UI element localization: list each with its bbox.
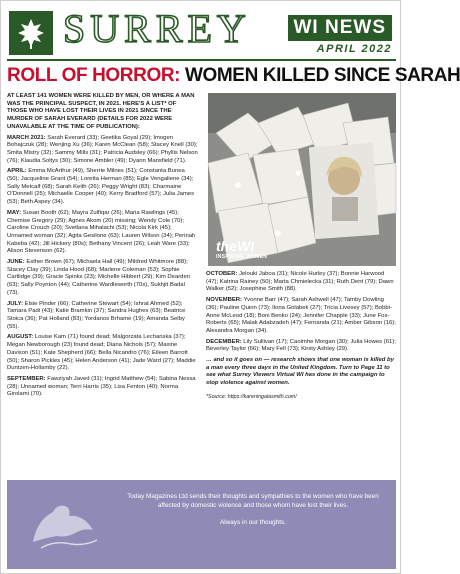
masthead-badge: WI NEWS bbox=[288, 15, 393, 41]
headline-highlight: ROLL OF HORROR: bbox=[7, 65, 181, 86]
issue-date: APRIL 2022 bbox=[316, 43, 392, 55]
month-entry: APRIL: Emma McArthur (49), Sherrie Milnes (51); Constanta Bunea (50); Jacqueline Grant (54); Loretta Herman (85); Egle Vengaliene (34); Sally Metcalf (68); Sarah Keith (26); Peggy Wright (83); Charmaine O'Donnell (25); Michaelle Cooper (40); Kerry Bradford (57); Julia James (53); Beth Aspey (34). bbox=[7, 168, 195, 206]
month-entry: AUGUST: Louise Kam (71) found dead; Malgorzata Lechanska (37); Megan Newborough (23) found dead; Diana Nichols (57); Maxine Davison (51); Kate Shepherd (66); Bella Nicandro (76); Eileen Barrott (50); Sharon Pickles (45); Helen Anderson (41); Jade Ward (27); Maddie Duntzen-Hollamby (22). bbox=[7, 334, 196, 372]
month-entry: JUNE: Esther Brown (67); Michaela Hall (49); Mildred Whitmore (88); Stacey Clay (39); Linda Hood (68); Marlene Coleman (53); Sophie Cartlidge (39); Gracie Spinks (23); Michelle Hibbert (29); Kim Dearden (63); Sally Poynton (44); Catherine Wardleworth (70s), Sukhjit Badal (73). bbox=[7, 259, 191, 296]
wi-emblem-icon bbox=[9, 11, 53, 55]
article-column-right bbox=[206, 271, 396, 407]
closing-paragraph: … and so it goes on — research shows that one woman is killed by a man every three days in the United Kingdom. Turn to Page 11 to see what Surrey Viewers Virtual WI has done in the campaign to stop violence against women. bbox=[206, 357, 394, 387]
article-intro: AT LEAST 141 WOMEN WERE KILLED BY MEN, OR WHERE A MAN WAS THE PRINCIPAL SUSPECT, IN 2021. HERE'S A LIST* OF THOSE WHO HAVE LOST THEIR LIVES IN 2021 SINCE THE MURDER OF SARAH EVERARD (DETAILS FOR 2022 WERE UNAVALABLE AT THE TIME OF PUBLICATION): bbox=[7, 93, 195, 130]
month-entry: DECEMBER: Lily Sullivan (17); Caoimhe Morgan (30); Julia Howes (61); Beverley Taylor (66); Mary Fell (73); Kirsty Ashley (29). bbox=[206, 338, 396, 353]
article-photo bbox=[208, 93, 396, 266]
photo-caption-logo: theWI INSPIRING WOMEN bbox=[216, 238, 268, 260]
masthead-title: SURREY bbox=[63, 6, 251, 51]
headline bbox=[7, 65, 460, 87]
month-entry: OCTOBER: Jelouki Jaboa (31); Nicole Hurley (37); Bonnie Harwood (47); Katrina Rainey (50); Marta Chmielecka (31); Ruth Dent (79); Dawn Walker (52); Josephine Smith (88). bbox=[206, 271, 394, 293]
headline-rest: WOMEN KILLED SINCE SARAH bbox=[180, 65, 460, 86]
tribute-banner bbox=[7, 480, 396, 569]
tribute-text bbox=[117, 492, 389, 535]
tribute-message: Today Magazines Ltd sends their thoughts and sympathies to the women who have been affected by domestic violence and those whom have lost their lives. bbox=[127, 493, 379, 509]
tribute-sign-off: Always in our thoughts. bbox=[219, 519, 287, 526]
tribute-hands-icon bbox=[27, 490, 101, 554]
source-note: *Source: https://kareningalasmith.com/ bbox=[206, 393, 297, 400]
month-entry: JULY: Elsie Pinder (66); Catherine Stewart (54); Ishrat Ahmed (52); Tamara Padi (43); Katie Bramkin (37); Sandra Hughes (63); Beatrice Stoica (36); Pat Holland (83); Yordanos Brhame (19); Amanda Selby (55). bbox=[7, 300, 186, 330]
article-column-left bbox=[7, 93, 198, 402]
month-entry: SEPTEMBER: Fawziyah Javed (31); Ingrid Matthew (54); Sabina Nessa (28); Unnamed woman; Terri Harris (35); Lisa Fenton (40); Norma Girolami (70). bbox=[7, 375, 196, 398]
month-entry: MAY: Susan Booth (62); Mayra Zulfiqar (26); Maria Rawlings (45); Chemise Gregory (29); Agnes Akom (20) missing; Wendy Cole (70); Caroline Crouch (20); Svetlana Mihalachi (53); Nicola Kirk (45); Unnamed woman (32); Agita Gesilone (63); Lauren Wilson (34); Perinah Kabeba (42); Jill Hickery (80s); Bethany Vincent (26); Leah Ware (33); Alison Stevenson (62). bbox=[7, 209, 196, 255]
month-entry: MARCH 2021: Sarah Everard (33); Geetika Goyal (29); Imogen Bohajczuk (28); Wenjing Xu (36); Karen McClean (58); Stacey Knell (30); Smita Mistry (32); Sammy Mills (31); Patricia Audsley (66); Phyllis Nelson (76); Klaudia Soltys (30); Simone Ambler (49); Dyann Mansfield (71). bbox=[7, 134, 198, 164]
masthead bbox=[7, 7, 396, 61]
month-entry: NOVEMBER: Yvonne Barr (47); Sarah Ashwell (47); Tamby Dowling (36); Pauline Quinn (73); Ilona Golabek (27); Tricia Livesey (57); Bobbi-Anne McLeod (18); Boni Benko (24); Jennifer Chapple (33); June Fox-Roberts (65); Malak Adabzadeh (47); Fernanda (21); Amber Gibson (16); Alexandra Morgan (34). bbox=[206, 297, 396, 334]
